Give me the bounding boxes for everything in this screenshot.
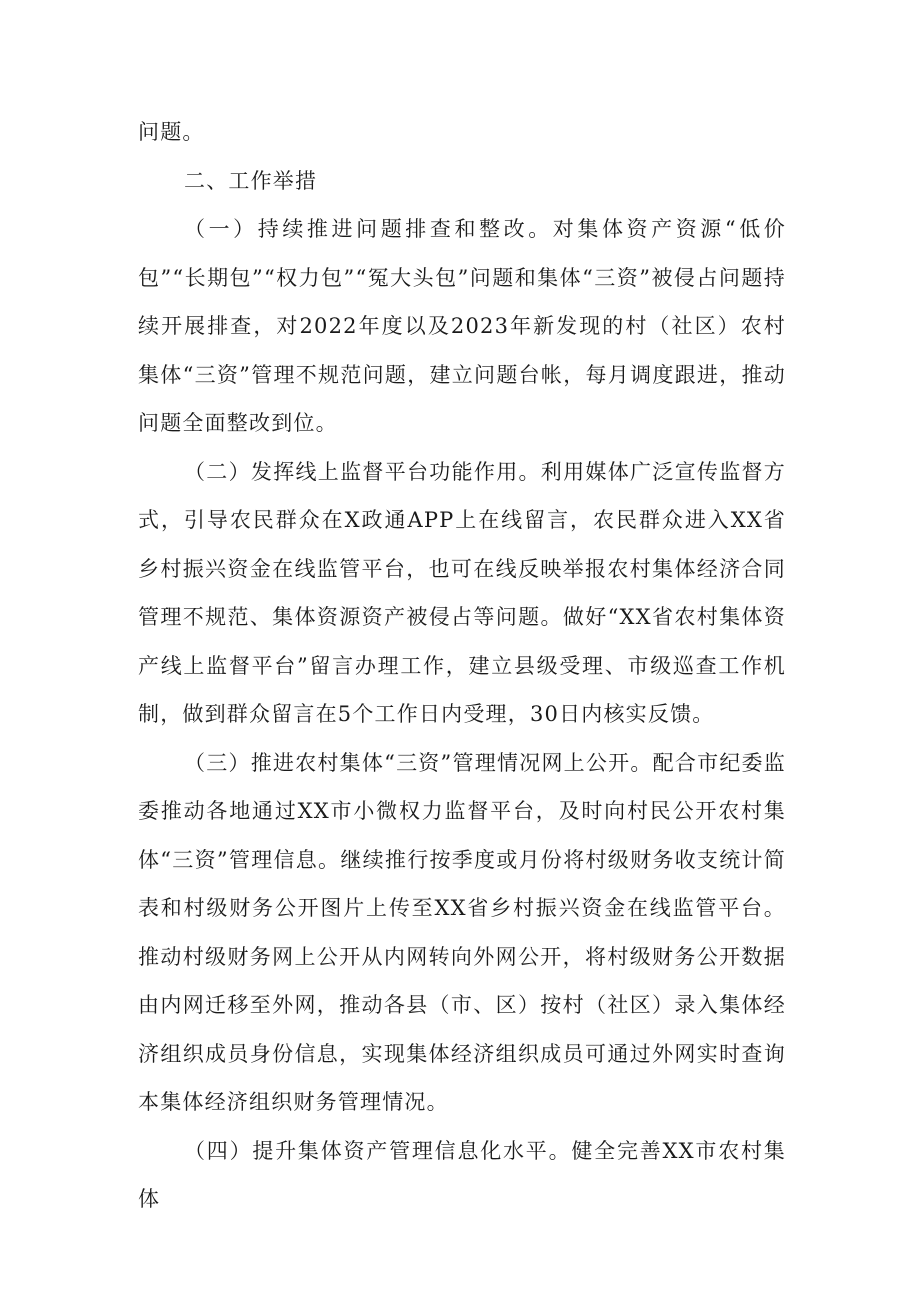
document-page <box>138 108 786 1224</box>
paragraph-measure-1: （一）持续推进问题排查和整改。对集体资产资源“低价包”“长期包”“权力包”“冤大头包”问题和集体“三资”被侵占问题持续开展排查，对2022年度以及2023年新发现的村（社区）农村集体“三资”管理不规范问题，建立问题台帐，每月调度跟进，推动问题全面整改到位。 <box>138 217 786 435</box>
paragraph-measure-2: （二）发挥线上监督平台功能作用。利用媒体广泛宣传监督方式，引导农民群众在X政通APP上在线留言，农民群众进入XX省乡村振兴资金在线监管平台，也可在线反映举报农村集体经济合同管理不规范、集体资源资产被侵占等问题。做好“XX省农村集体资产线上监督平台”留言办理工作，建立县级受理、市级巡查工作机制，做到群众留言在5个工作日内受理，30日内核实反馈。 <box>138 459 786 726</box>
paragraph-continuation: 问题。 <box>138 120 205 144</box>
section-heading: 二、工作举措 <box>184 168 318 193</box>
paragraph-measure-3: （三）推进农村集体“三资”管理情况网上公开。配合市纪委监委推动各地通过XX市小微权力监督平台，及时向村民公开农村集体“三资”管理信息。继续推行按季度或月份将村级财务收支统计简表和村级财务公开图片上传至XX省乡村振兴资金在线监管平台。推动村级财务网上公开从内网转向外网公开，将村级财务公开数据由内网迁移至外网，推动各县（市、区）按村（社区）录入集体经济组织成员身份信息，实现集体经济组织成员可通过外网实时查询本集体经济组织财务管理情况。 <box>138 750 786 1114</box>
paragraph-measure-4: （四）提升集体资产管理信息化水平。健全完善XX市农村集体 <box>138 1138 786 1211</box>
